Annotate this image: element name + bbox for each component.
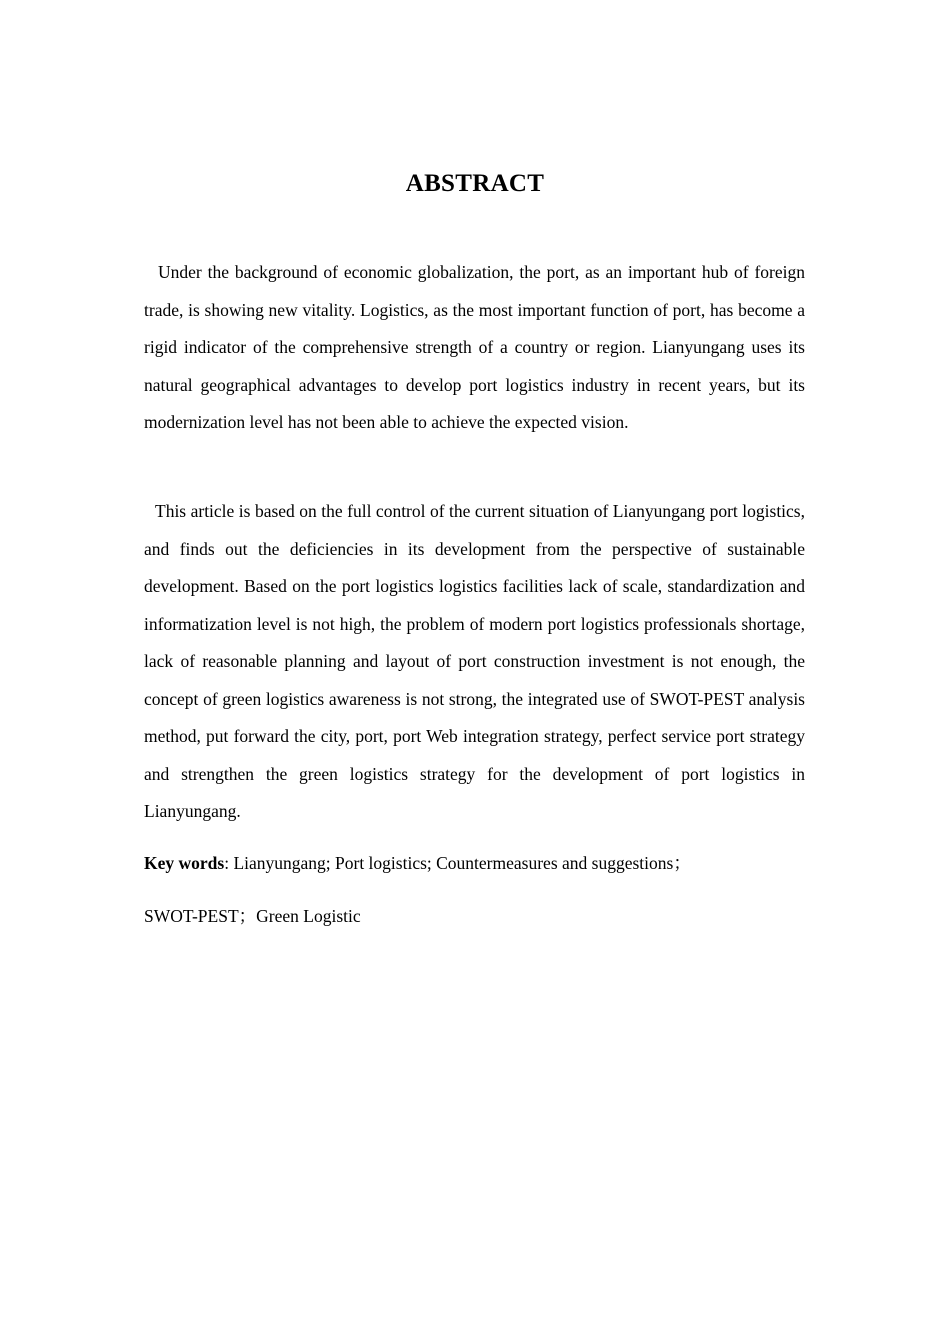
abstract-paragraph-2: This article is based on the full control of the current situation of Lianyungang port logistics, and finds out the deficiencies in its development from the perspective of sustainable development. Based on the port logistics logistics facilities lack of scale, standardization and informatization level is not high, the problem of modern port logistics professionals shortage, lack of reasonable planning and layout of port construction investment is not enough, the concept of green logistics awareness is not strong, the integrated use of SWOT-PEST analysis method, put forward the city, port, port Web integration strategy, perfect service port strategy and strengthen the green logistics strategy for the development of port logistics in Lianyungang. xyxy=(144,501,805,821)
keywords-line-1 xyxy=(144,851,805,875)
abstract-paragraph-1: Under the background of economic globalization, the port, as an important hub of foreign trade, is showing new vitality. Logistics, as the most important function of port, has become a rigid indicator of the comprehensive strength of a country or region. Lianyungang uses its natural geographical advantages to develop port logistics industry in recent years, but its modernization level has not been able to achieve the expected vision. xyxy=(144,262,805,432)
page-title: ABSTRACT xyxy=(405,170,545,197)
keywords-line-2: SWOT-PEST；Green Logistic xyxy=(144,906,361,926)
keywords-list-1: : Lianyungang; Port logistics; Countermeasures and suggestions； xyxy=(224,853,691,873)
keywords-label: Key words xyxy=(144,853,225,873)
